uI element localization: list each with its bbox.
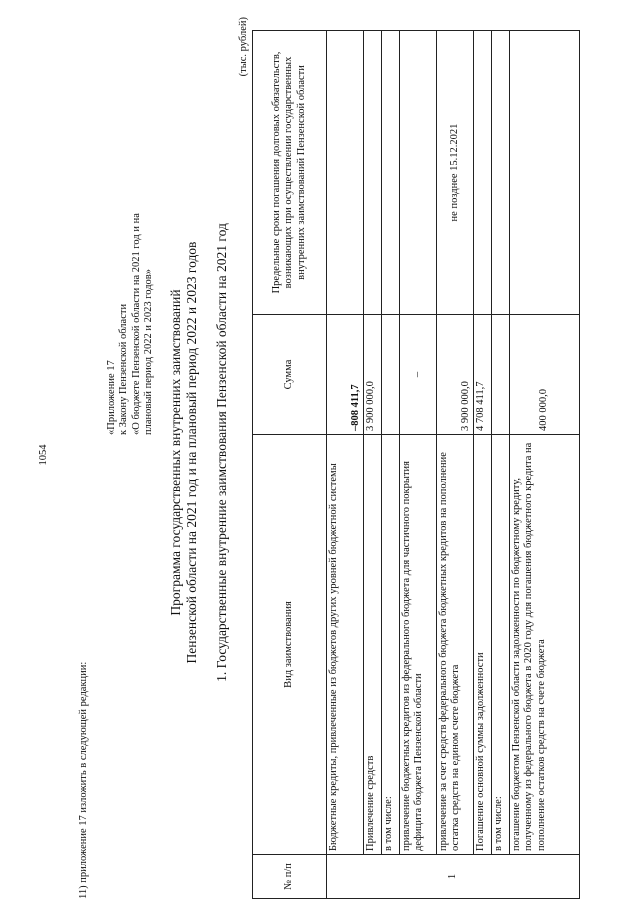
cell-sum (492, 315, 510, 435)
cell-deadline (474, 31, 492, 315)
cell-kind: в том числе: (382, 435, 400, 855)
appendix-line: плановый период 2022 и 2023 годов» (143, 269, 155, 435)
cell-sum: – (400, 315, 437, 435)
cell-kind: Погашение основной суммы задолженности (474, 435, 492, 855)
header-deadline: Предельные сроки погашения долговых обязательств, возникающих при осуществлении государственных внутренних заимствований Пензенской области (253, 31, 327, 315)
section-title: 1. Государственные внутренние заимствования Пензенской области на 2021 год (214, 223, 229, 682)
program-title-line: Программа государственных внутренних заимствований (168, 289, 183, 616)
cell-deadline (382, 31, 400, 315)
header-kind: Вид заимствования (253, 435, 327, 855)
cell-kind: Привлечение средств (364, 435, 382, 855)
table-row (437, 31, 474, 899)
cell-sum: 3 900 000,0 (437, 315, 474, 435)
cell-sum: 3 900 000,0 (364, 315, 382, 435)
appendix-line: «О бюджете Пензенской области на 2021 год и на (130, 213, 142, 435)
table-row (400, 31, 437, 899)
table-row (327, 31, 364, 899)
borrowing-table (252, 30, 580, 899)
appendix-line: «Приложение 17 (106, 360, 117, 435)
header-sum: Сумма (253, 315, 327, 435)
row-number: 1 (327, 855, 580, 899)
table-row (474, 31, 492, 899)
cell-sum (382, 315, 400, 435)
cell-sum: –808 411,7 (327, 315, 364, 435)
page-number: 1054 (38, 444, 49, 466)
header-num: № п/п (253, 855, 327, 899)
program-title-line: Пензенской области на 2021 год и на плановый период 2022 и 2023 годов (184, 241, 200, 664)
appendix-header (106, 213, 156, 435)
cell-deadline (400, 31, 437, 315)
cell-kind: привлечение бюджетных кредитов из федерального бюджета для частичного покрытия дефицита бюджета Пензенской области (400, 435, 437, 855)
cell-kind: Бюджетные кредиты, привлеченные из бюджетов других уровней бюджетной системы (327, 435, 364, 855)
cell-kind: привлечение за счет средств федерального бюджета бюджетных кредитов на пополнение остатка средств на едином счете бюджета (437, 435, 474, 855)
intro-text: 11) приложение 17 изложить в следующей редакции: (78, 661, 89, 899)
appendix-line: к Закону Пензенской области (118, 303, 130, 435)
cell-sum: 400 000,0 (510, 315, 580, 435)
cell-sum: 4 708 411,7 (474, 315, 492, 435)
cell-deadline (327, 31, 364, 315)
table-row (382, 31, 400, 899)
cell-deadline (510, 31, 580, 315)
table-header-row (253, 31, 327, 899)
cell-kind: погашение бюджетом Пензенской области задолженности по бюджетному кредиту, полученному из федерального бюджета в 2020 году для погашения бюджетного кредита на пополнение остатков средств на счете бюджета (510, 435, 580, 855)
cell-deadline (492, 31, 510, 315)
unit-label: (тыс. рублей) (238, 17, 249, 77)
table-row (364, 31, 382, 899)
table-row (492, 31, 510, 899)
program-title (168, 0, 200, 905)
cell-deadline: не позднее 15.12.2021 (437, 31, 474, 315)
table-row (510, 31, 580, 899)
cell-kind: в том числе: (492, 435, 510, 855)
cell-deadline (364, 31, 382, 315)
